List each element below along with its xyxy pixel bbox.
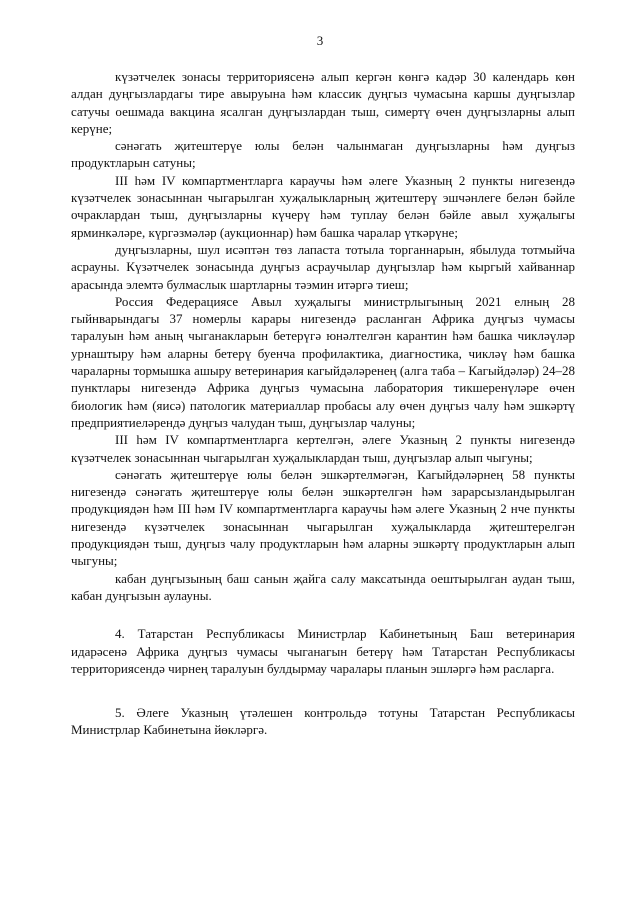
document-body — [71, 68, 575, 739]
section-4: 4. Татарстан Республикасы Министрлар Кабинетының Баш ветеринария идарәсенә Африка дуңгыз чумасы чыганагын бетерү һәм Татарстан Республикасы территориясендә чирнең таралуын булдырмау чаралары планын эшләргә һәм расларга. — [71, 626, 575, 676]
paragraph-unslaughtered-pigs-sale: сәнәгать җитештерүе юлы белән чалынмаган дуңгызларны һәм дуңгыз продуктларын сатуны; — [71, 138, 575, 171]
paragraph-pigs-export: III һәм IV компартментларга кертелгән, әлеге Указның 2 пункты нигезендә күзәтчелек зонасыннан чыгарылган хуҗалыклардан тыш, дуңгызлар алып чыгуны; — [71, 432, 575, 465]
paragraph-wild-boar-hunting: кабан дуңгызының баш санын җайга салу максатында оештырылган аудан тыш, кабан дуңгызын аулауны. — [71, 570, 575, 603]
paragraph-slaughter-ban: Россия Федерациясе Авыл хуҗалыгы министрлыгының 2021 елның 28 гыйнварындагы 37 номерлы карары нигезендә расланган Африка дуңгыз чумасы таралуын һәм аның чыганакларын бетерүгә юнәлтелгән карантин һәм башка чикләүләр урнаштыру һәм аларны бетерү буенча профилактика, диагностика, чикләү һәм башка чараларны тормышка ашыру ветеринария кагыйдәләренең (алга таба – Кагыйдәләр) 24–28 пунктлары нигезендә Африка дуңгыз чумасына лаборатория тикшеренүләре өчен биологик һәм (яисә) патологик материаллар пробасы алу өчен дуңгыз чалу һәм эшкәртү предприятиеләрендә дуңгыз чалудан тыш, дуңгызлар чалуны; — [71, 293, 575, 430]
paragraph-fairs-exhibitions: III һәм IV компартментларга караучы һәм әлеге Указның 2 пункты нигезендә күзәтчелек зонасыннан чыгарылган хуҗалыкларның җитештерү эшчәнлеге белән бәйле очраклардан тыш, дуңгызларны күчерү һәм туплау белән бәйле авыл хуҗалыгы ярминкәләре, күргәзмәләр (аукционнар) һәм башка чаралар үткәрүне; — [71, 172, 575, 240]
paragraph-slaughter-pigs-import: күзәтчелек зонасы территориясенә алып кергән көнгә кадәр 30 календарь көн алдан дуңгызлардагы тире авыруына һәм классик дуңгыз чумасына каршы дуңгызлар сатучы оешмада вакцина ясалган дуңгызлардан тыш, симертү өчен дуңгызларны алып керүне; — [71, 69, 575, 136]
page-number: 3 — [316, 33, 324, 48]
paragraph-products-export: сәнәгать җитештерүе юлы белән эшкәртелмәгән, Кагыйдәләрнең 58 пункты нигезендә сәнәгать җитештерүе юлы белән эшкәртелгән һәм зарарсызландырылган продукциядән һәм III һәм IV компартментларга караучы һәм әлеге Указның 2 нче пункты нигезендә күзәтчелек зонасыннан чыгарылган хуҗалыкларда җитештерелгән продукциядән тыш, дуңгыз чалу продуктларын һәм аларны эшкәртү продуктларын алып чыгуны; — [71, 466, 575, 569]
paragraph-free-range-keeping: дуңгызларны, шул исәптән төз лапаста тотыла торганнарын, ябылуда тотмыйча асрауны. Күзәтчелек зонасында дуңгыз асраучылар дуңгызлар һәм кыргый хайваннар арасында элемтә булмаслык шартларны тәэмин итәргә тиеш; — [71, 241, 575, 292]
section-5: 5. Әлеге Указның үтәлешен контрольдә тотуны Татарстан Республикасы Министрлар Кабинетына йөкләргә. — [71, 705, 575, 738]
